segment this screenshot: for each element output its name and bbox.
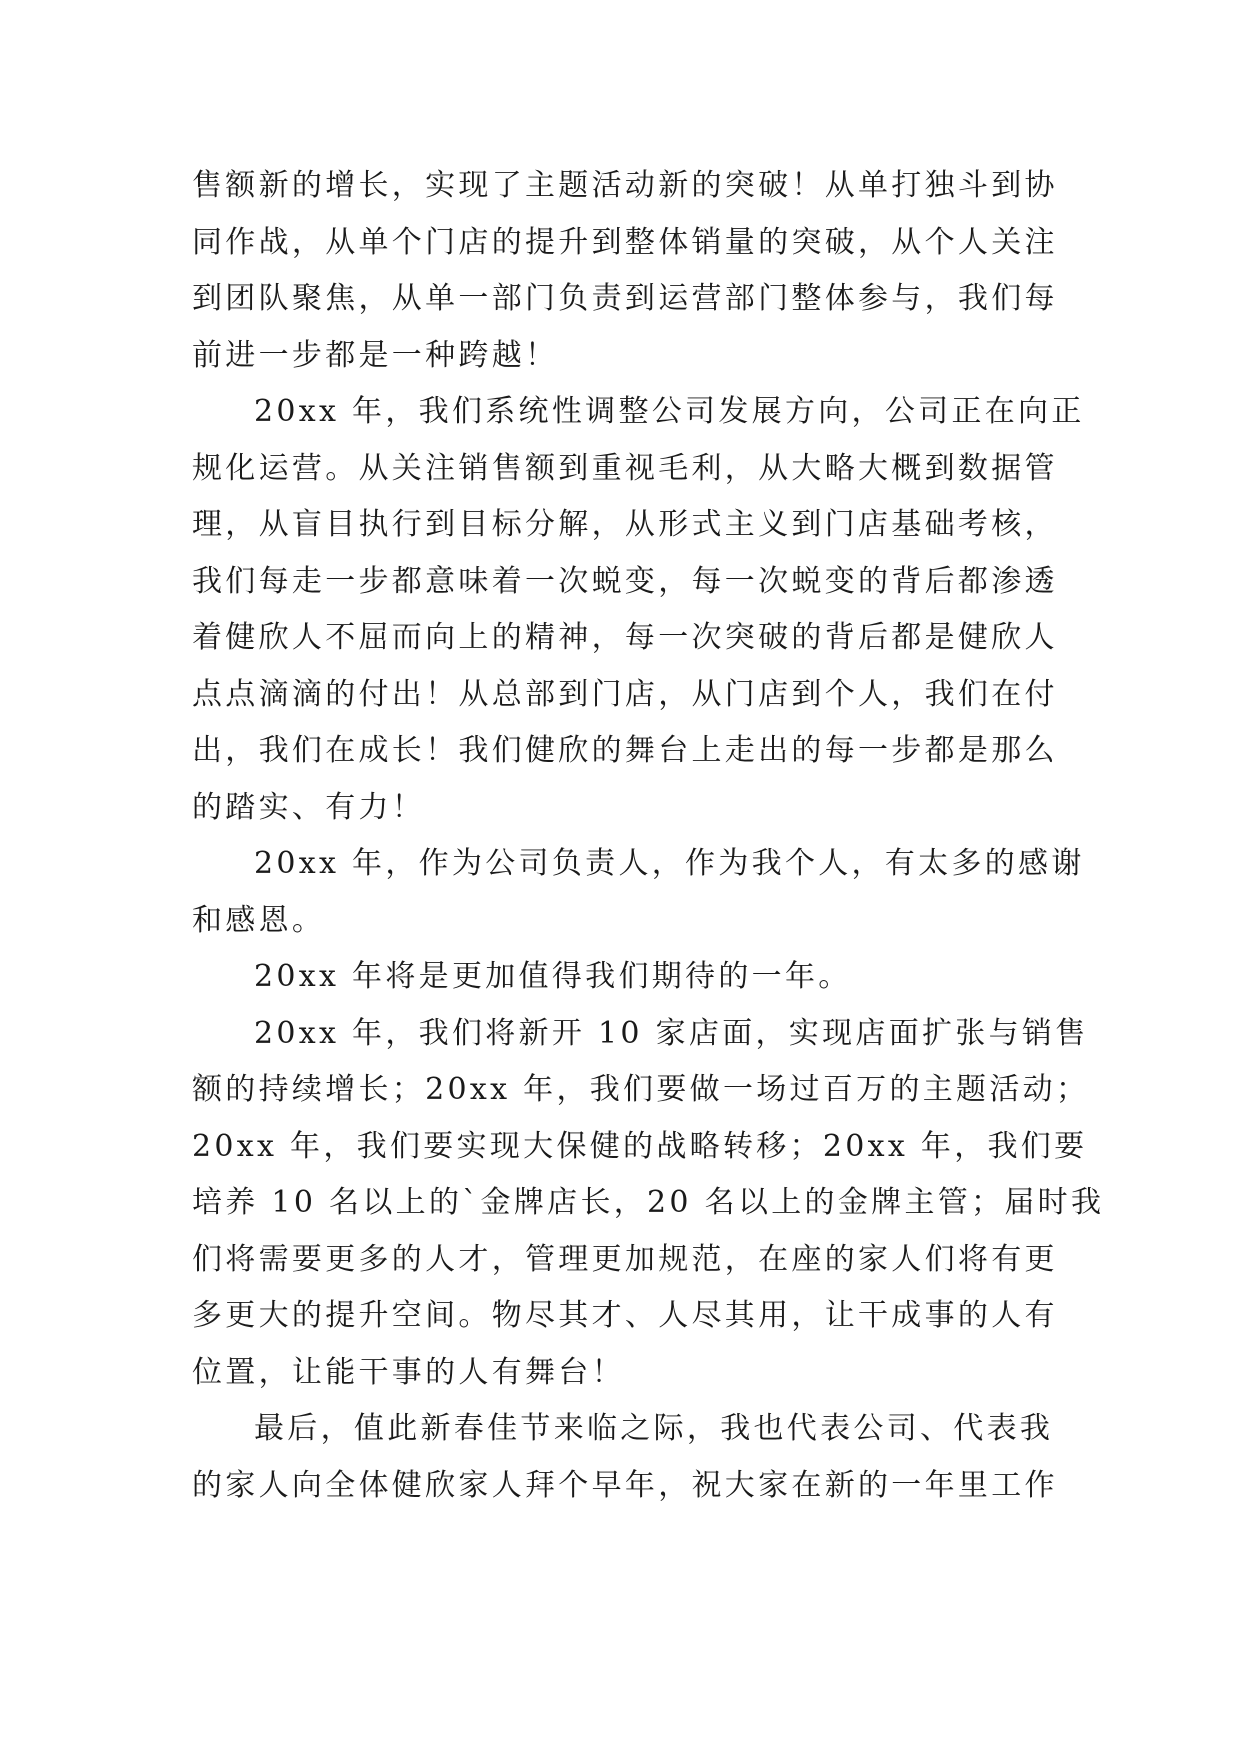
text-line: 理，从盲目执行到目标分解，从形式主义到门店基础考核， bbox=[192, 507, 1058, 542]
text-line: 们将需要更多的人才，管理更加规范，在座的家人们将有更 bbox=[192, 1241, 1058, 1277]
text-line: 着健欣人不屈而向上的精神，每一次突破的背后都是健欣人 bbox=[192, 620, 1058, 655]
text-line: 额的持续增长；20xx 年，我们要做一场过百万的主题活动； bbox=[192, 1072, 1090, 1107]
text-line: 售额新的增长，实现了主题活动新的突破！从单打独斗到协 bbox=[192, 168, 1058, 203]
text-line: 20xx 年将是更加值得我们期待的一年。 bbox=[254, 959, 852, 994]
paragraph-6 bbox=[192, 1401, 1058, 1514]
text-line: 20xx 年，我们将新开 10 家店面，实现店面扩张与销售 bbox=[254, 1015, 1089, 1051]
text-line: 和感恩。 bbox=[192, 902, 326, 938]
text-line: 多更大的提升空间。物尽其才、人尽其用，让干成事的人有 bbox=[192, 1298, 1058, 1333]
text-line: 20xx 年，我们要实现大保健的战略转移；20xx 年，我们要 bbox=[192, 1128, 1088, 1164]
document-body bbox=[192, 158, 1105, 1514]
paragraph-1 bbox=[192, 158, 1058, 384]
text-line: 点点滴滴的付出！从总部到门店，从门店到个人，我们在付 bbox=[192, 676, 1058, 712]
text-line: 20xx 年，我们系统性调整公司发展方向，公司正在向正 bbox=[254, 394, 1085, 429]
paragraph-5 bbox=[192, 1006, 1105, 1402]
text-line: 出，我们在成长！我们健欣的舞台上走出的每一步都是那么 bbox=[192, 733, 1058, 768]
text-line: 到团队聚焦，从单一部门负责到运营部门整体参与，我们每 bbox=[192, 281, 1058, 316]
text-line: 位置，让能干事的人有舞台！ bbox=[192, 1354, 625, 1390]
text-line: 20xx 年，作为公司负责人，作为我个人，有太多的感谢 bbox=[254, 846, 1085, 881]
text-line: 的家人向全体健欣家人拜个早年，祝大家在新的一年里工作 bbox=[192, 1467, 1058, 1503]
paragraph-3 bbox=[192, 836, 1085, 949]
text-line: 的踏实、有力！ bbox=[192, 789, 426, 825]
text-line: 规化运营。从关注销售额到重视毛利，从大略大概到数据管 bbox=[192, 450, 1058, 486]
paragraph-4 bbox=[192, 949, 1052, 1006]
paragraph-2 bbox=[192, 384, 1085, 836]
text-line: 同作战，从单个门店的提升到整体销量的突破，从个人关注 bbox=[192, 224, 1058, 260]
text-line: 前进一步都是一种跨越！ bbox=[192, 337, 559, 373]
text-line: 我们每走一步都意味着一次蜕变，每一次蜕变的背后都渗透 bbox=[192, 563, 1058, 599]
text-line: 最后，值此新春佳节来临之际，我也代表公司、代表我 bbox=[254, 1411, 1054, 1446]
text-line: 培养 10 名以上的`金牌店长，20 名以上的金牌主管；届时我 bbox=[192, 1185, 1105, 1220]
